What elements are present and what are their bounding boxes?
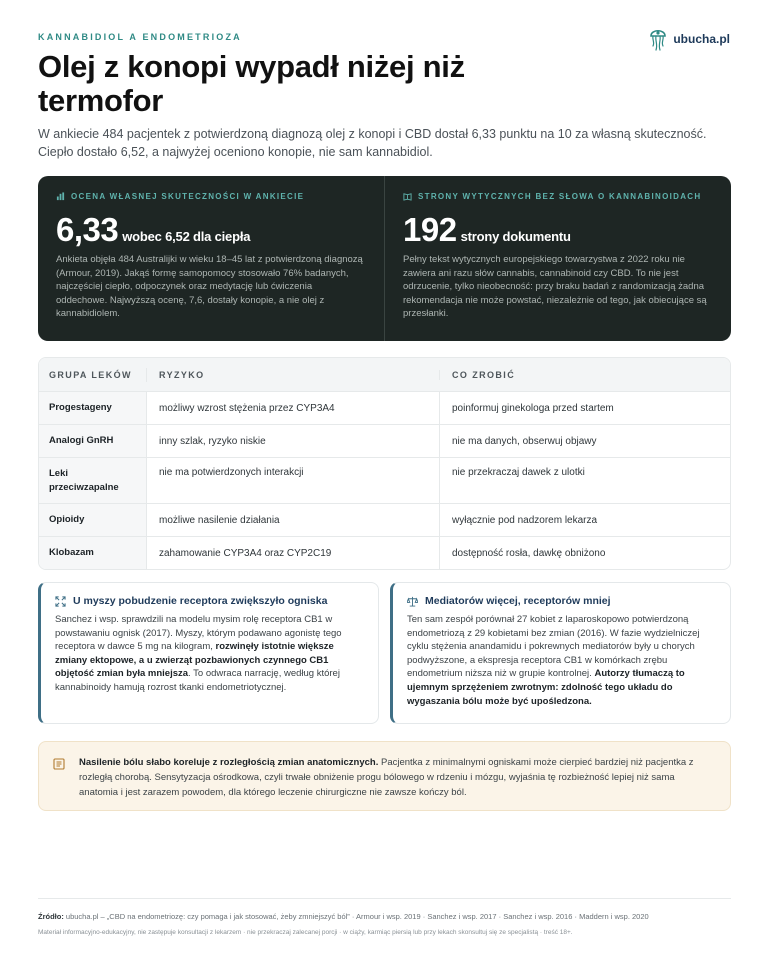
card-body: Sanchez i wsp. sprawdzili na modelu mysim rolę receptora CB1 w powstawaniu ognisk (2017). Myszy, którym podawano agonistę tego receptora w dawce 5 mg na kilogram, rozwinęły istotnie większe zmiany ektopowe, a u zwierząt pozbawionych czynnego CB1 objętość zmian była mniejsza. To odwraca narrację, według której kannabinoidy hamują rozrost tkanki endometriotycznej. [55, 614, 342, 693]
column-header-group: GRUPA LEKÓW [39, 368, 147, 382]
drug-group: Analogi GnRH [39, 425, 147, 457]
action-cell: poinformuj ginekologa przed startem [452, 402, 614, 414]
card-body: Ten sam zespół porównał 27 kobiet z laparoskopowo potwierdzoną endometriozą z 29 kobietami bez zmian (2016). W fazie wydzielniczej cyklu stężenia anandamidu i pokrewnych mediatorów były u chorych podwyższone, a ekspresja receptora CB1 w komórkach zrębu endometrium niższa niż w grupie kontrolnej. Autorzy tłumaczą to ujemnym sprzężeniem zwrotnym: zdolność tego układu do wygaszania bólu może być upośledzona. [407, 614, 700, 707]
risk-cell: inny szlak, ryzyko niskie [147, 425, 440, 457]
stat-description: Ankieta objęła 484 Australijki w wieku 18–45 lat z potwierdzoną diagnozą (Armour, 2019). Jakąś formę samopomocy stosowało 76% badanych, najczęściej ciepło, odpoczynek oraz medytację lub ćwiczenia oddechowe. Najwyższą ocenę, 7,6, dostały konopie, a nie olej z kannabidiolem. [56, 254, 363, 319]
stat-suffix: strony dokumentu [460, 229, 571, 244]
footer-divider [38, 898, 731, 899]
stat-guidelines [384, 176, 731, 341]
table-row [39, 391, 730, 424]
book-icon [403, 192, 412, 201]
stat-value: 6,33 [56, 211, 119, 248]
drug-group: Opioidy [39, 504, 147, 536]
action-cell: nie przekraczaj dawek z ulotki [452, 467, 585, 478]
table-row [39, 536, 730, 569]
disclaimer: Materiał informacyjno-edukacyjny, nie zastępuje konsultacji z lekarzem · nie przekraczaj zalecanej porcji · w ciąży, karmiąc piersią lub przy lekach skonsultuj się ze specjalistą · treść 18+. [38, 929, 573, 936]
stats-panel [38, 176, 731, 341]
risk-cell: nie ma potwierdzonych interakcji [147, 458, 440, 503]
stat-label: STRONY WYTYCZNYCH BEZ SŁOWA O KANNABINOIDACH [403, 192, 711, 201]
risk-cell: zahamowanie CYP3A4 oraz CYP2C19 [147, 537, 440, 569]
logo-text: ubucha.pl [673, 32, 730, 46]
source-line: Źródło: ubucha.pl – „CBD na endometriozę: czy pomaga i jak stosować, żeby zmniejszyć ból” · Armour i wsp. 2019 · Sanchez i wsp. 2017 · Sanchez i wsp. 2016 · Maddern i wsp. 2020 [38, 912, 649, 921]
action-cell: nie ma danych, obserwuj objawy [452, 435, 597, 447]
table-header [39, 358, 730, 391]
action-cell: wyłącznie pod nadzorem lekarza [452, 514, 598, 526]
drug-group: Klobazam [39, 537, 147, 569]
lead-paragraph: W ankiecie 484 pacjentek z potwierdzoną diagnozą olej z konopi i CBD dostał 6,33 punktu na 10 za własną skuteczność. Ciepło dostało 6,52, a najwyżej oceniono konopie, nie sam kannabidiol. [38, 127, 707, 159]
table-row [39, 503, 730, 536]
risk-cell: możliwe nasilenie działania [147, 504, 440, 536]
drug-group: Progestageny [39, 392, 147, 424]
card-title: U myszy pobudzenie receptora zwiększyło ogniska [55, 595, 364, 607]
document-icon [53, 758, 65, 770]
table-row [39, 457, 730, 503]
stat-description: Pełny tekst wytycznych europejskiego towarzystwa z 2022 roku nie zawiera ani razu słów cannabis, cannabinoid czy CBD. To nie jest odrzucenie, tylko nieobecność: przy braku badań z randomizacją żadna rekomendacja nie może powstać, niezależnie od tego, jak obiecujące są przesłanki. [403, 254, 707, 319]
jellyfish-logo-icon [648, 26, 668, 52]
risk-cell: możliwy wzrost stężenia przez CYP3A4 [147, 392, 440, 424]
interactions-table [38, 357, 731, 570]
note-box [38, 741, 731, 811]
card-mediators [390, 582, 731, 724]
card-mouse-study [38, 582, 379, 724]
column-header-action: CO ZROBIĆ [452, 369, 516, 380]
note-text: Nasilenie bólu słabo koreluje z rozległością zmian anatomicznych. Pacjentka z minimalnymi ogniskami może cierpieć bardziej niż pacjentka z rozległą chorobą. Sensytyzacja ośrodkowa, czyli trwałe obniżenie progu bólowego w rdzeniu i mózgu, wyjaśnia tę rozbieżność lepiej niż sama anatomia i jest zarazem powodem, dla którego leczenie chirurgiczne nie zawsze kończy ból. [79, 757, 694, 798]
action-cell: dostępność rosła, dawkę obniżono [452, 547, 606, 559]
page-title: Olej z konopi wypadł niżej niż termofor [38, 49, 465, 118]
drug-group: Leki przeciwzapalne [39, 458, 147, 503]
bar-chart-icon [56, 192, 65, 201]
stat-label: OCENA WŁASNEJ SKUTECZNOŚCI W ANKIECIE [56, 192, 364, 201]
stat-value: 192 [403, 211, 457, 248]
expand-icon [55, 596, 66, 607]
stat-suffix: wobec 6,52 dla ciepła [122, 229, 251, 244]
table-row [39, 424, 730, 457]
card-title: Mediatorów więcej, receptorów mniej [407, 595, 716, 607]
column-header-risk: RYZYKO [147, 370, 440, 380]
logo[interactable] [648, 26, 730, 52]
eyebrow: KANNABIDIOL A ENDOMETRIOZA [38, 32, 242, 42]
stat-survey [38, 176, 384, 341]
scale-icon [407, 596, 418, 607]
